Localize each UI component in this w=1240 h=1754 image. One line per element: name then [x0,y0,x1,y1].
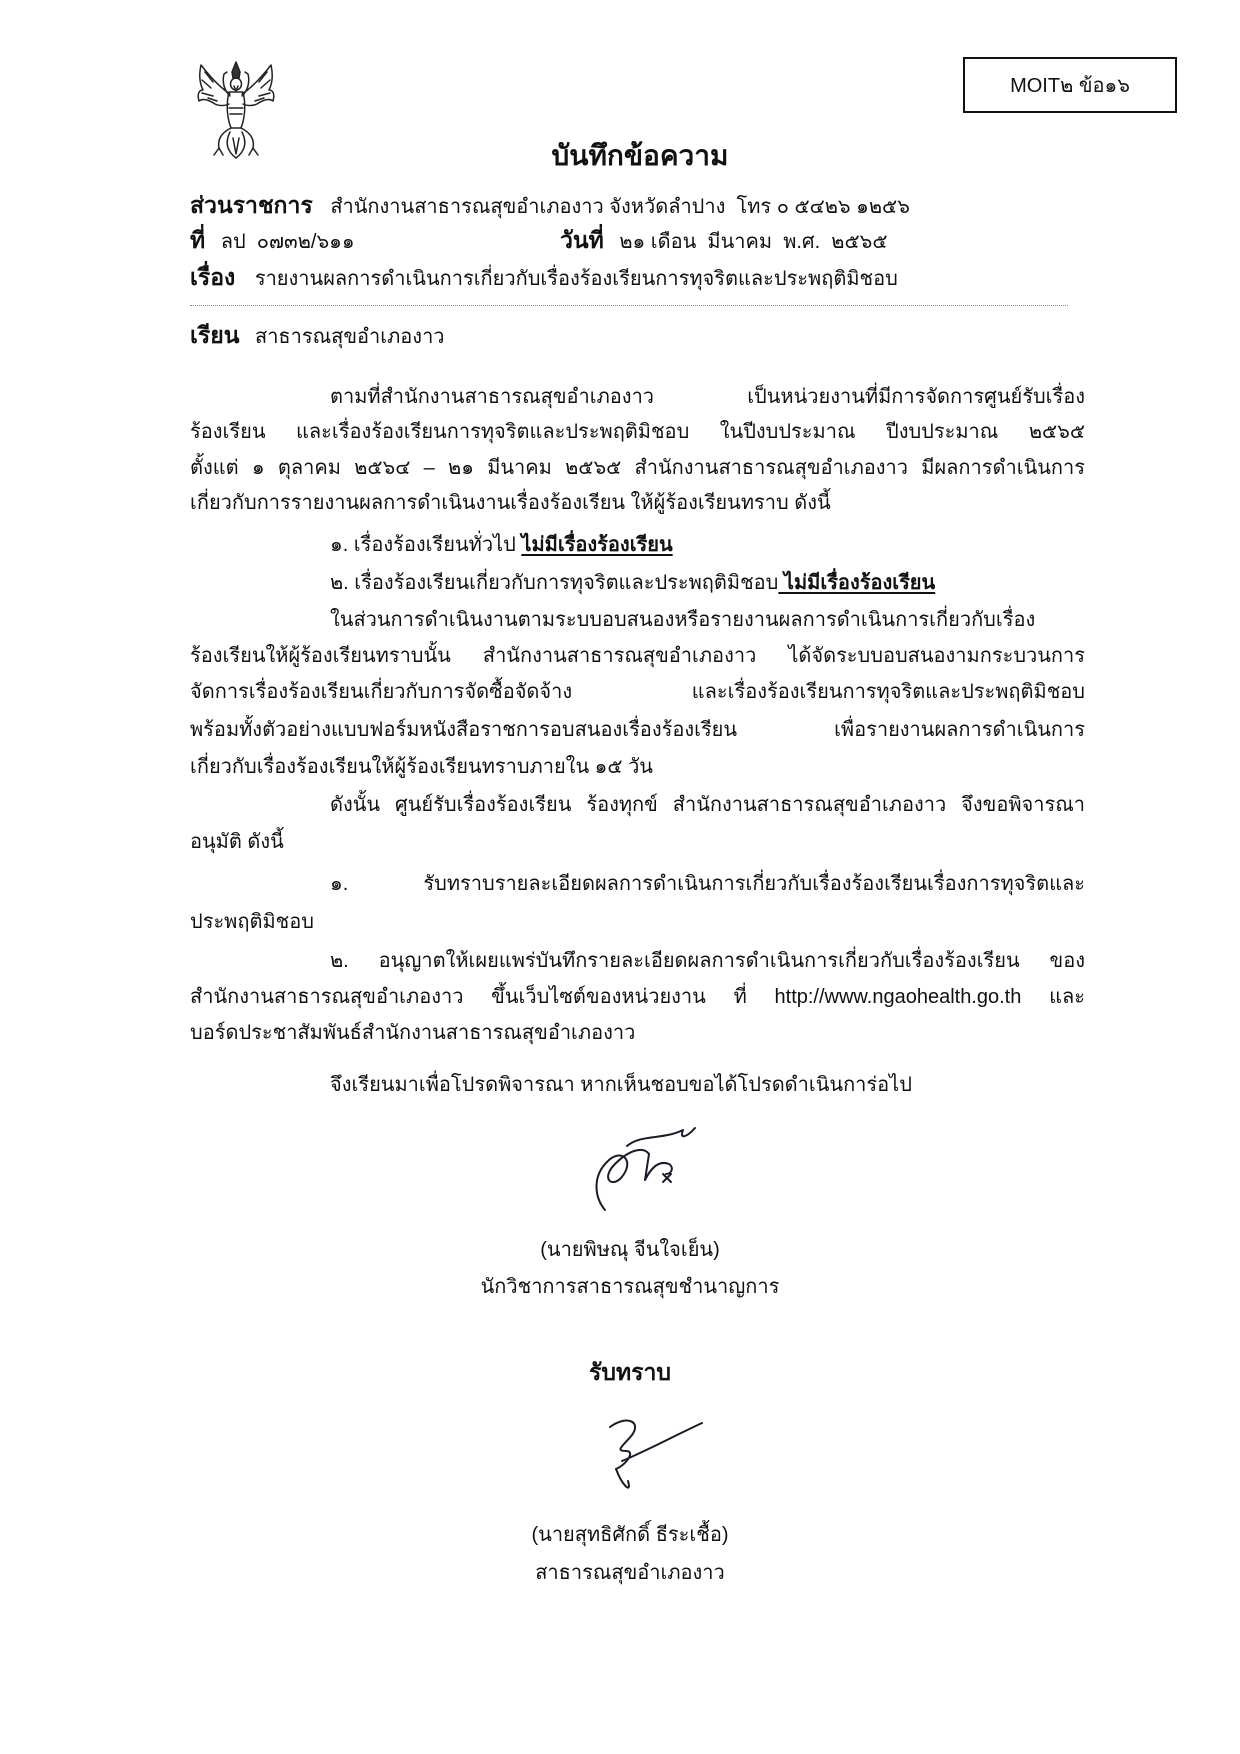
signer2-name: (นายสุทธิศักดิ์ ธีระเชื้อ) [531,1524,729,1546]
body-line: อนุมัติ ดังนี้ [190,831,284,853]
complaint-item-general [330,527,1085,563]
body-line: เกี่ยวกับเรื่องร้องเรียนให้ผู้ร้องเรียนทราบภายใน ๑๕ วัน [190,756,653,778]
reference-label: ที่ [190,227,206,253]
date-value: ๒๑ เดือน มีนาคม พ.ศ. ๒๕๖๕ [619,231,888,253]
subject-label: เรื่อง [190,264,236,290]
subject-row [190,259,1085,295]
item-result: ไม่มีเรื่องร้องเรียน [521,534,673,556]
document-code-box: MOIT๒ ข้อ๑๖ [963,57,1177,113]
body-line: ตั้งแต่ ๑ ตุลาคม ๒๕๖๔ – ๒๑ มีนาคม ๒๕๖๕ สำนักงานสาธารณสุขอำเภองาว มีผลการดำเนินการ [190,457,1085,479]
request-line: ๒. อนุญาตให้เผยแพร่บันทึกรายละเอียดผลการดำเนินการเกี่ยวกับเรื่องร้องเรียน ของ [330,950,1085,972]
date-row [560,222,1080,258]
signer2-position: สาธารณสุขอำเภองาว [535,1562,725,1584]
request-line: ๑. รับทราบรายละเอียดผลการดำเนินการเกี่ยวกับเรื่องร้องเรียนเรื่องการทุจริตและ [330,873,1085,895]
salutation-row [190,317,1085,353]
memo-title: บันทึกข้อความ [551,140,729,171]
body-line: เกี่ยวกับการรายงานผลการดำเนินงานเรื่องร้องเรียน ให้ผู้ร้องเรียนทราบ ดังนี้ [190,492,831,514]
request-line: สำนักงานสาธารณสุขอำเภองาว ขึ้นเว็บไซต์ของหน่วยงาน ที่ http://www.ngaohealth.go.th และ [190,986,1085,1008]
item-result: ไม่มีเรื่องร้องเรียน [778,572,936,594]
department-value: สำนักงานสาธารณสุขอำเภองาว จังหวัดลำปาง โทร ๐ ๕๔๒๖ ๑๒๕๖ [330,196,910,218]
date-label: วันที่ [560,227,604,253]
department-row [190,187,1085,223]
garuda-emblem-icon [193,60,279,160]
complaint-item-corruption [330,565,1085,601]
reference-value: ลป ๐๗๓๒/๖๑๑ [220,231,355,253]
body-line: พร้อมทั้งตัวอย่างแบบฟอร์มหนังสือราชการอบสนองเรื่องร้องเรียน เพื่อรายงานผลการดำเนินการ [190,719,1085,741]
reference-row [190,222,550,258]
item-text: ๒. เรื่องร้องเรียนเกี่ยวกับการทุจริตและประพฤติมิชอบ [330,572,779,594]
body-line: ตามที่สำนักงานสาธารณสุขอำเภองาว เป็นหน่วยงานที่มีการจัดการศูนย์รับเรื่อง [330,386,1085,408]
signer1-name: (นายพิษณุ จีนใจเย็น) [540,1239,720,1261]
request-line: บอร์ดประชาสัมพันธ์สำนักงานสาธารณสุขอำเภองาว [190,1022,636,1044]
body-line: ดังนั้น ศูนย์รับเรื่องร้องเรียน ร้องทุกข์ สำนักงานสาธารณสุขอำเภองาว จึงขอพิจารณา [330,794,1085,816]
salutation-label: เรียน [190,322,240,348]
body-line: ร้องเรียน และเรื่องร้องเรียนการทุจริตและประพฤติมิชอบ ในปีงบประมาณ ปีงบประมาณ ๒๕๖๕ [190,421,1085,443]
request-line: ประพฤติมิชอบ [190,911,314,933]
body-line: ร้องเรียนให้ผู้ร้องเรียนทราบนั้น สำนักงานสาธารณสุขอำเภองาว ได้จัดระบบอบสนองามกระบวนการ [190,645,1085,667]
salutation-value: สาธารณสุขอำเภองาว [254,326,445,348]
header-divider [190,305,1068,306]
body-line: ในส่วนการดำเนินงานตามระบบอบสนองหรือรายงานผลการดำเนินการเกี่ยวกับเรื่อง [330,609,1036,631]
signature-1 [575,1118,715,1218]
department-label: ส่วนราชการ [190,192,313,218]
signature-2 [580,1405,710,1500]
item-text: ๑. เรื่องร้องเรียนทั่วไป [330,534,522,556]
closing-line: จึงเรียนมาเพื่อโปรดพิจารณา หากเห็นชอบขอได้โปรดดำเนินการ่อไป [330,1074,912,1096]
subject-value: รายงานผลการดำเนินการเกี่ยวกับเรื่องร้องเรียนการทุจริตและประพฤติมิชอบ [254,268,898,290]
body-line: จัดการเรื่องร้องเรียนเกี่ยวกับการจัดซื้อจัดจ้าง และเรื่องร้องเรียนการทุจริตและประพฤติมิชอบ [190,681,1085,703]
acknowledge-label: รับทราบ [589,1359,671,1385]
signer1-position: นักวิชาการสาธารณสุขชำนาญการ [480,1276,780,1298]
